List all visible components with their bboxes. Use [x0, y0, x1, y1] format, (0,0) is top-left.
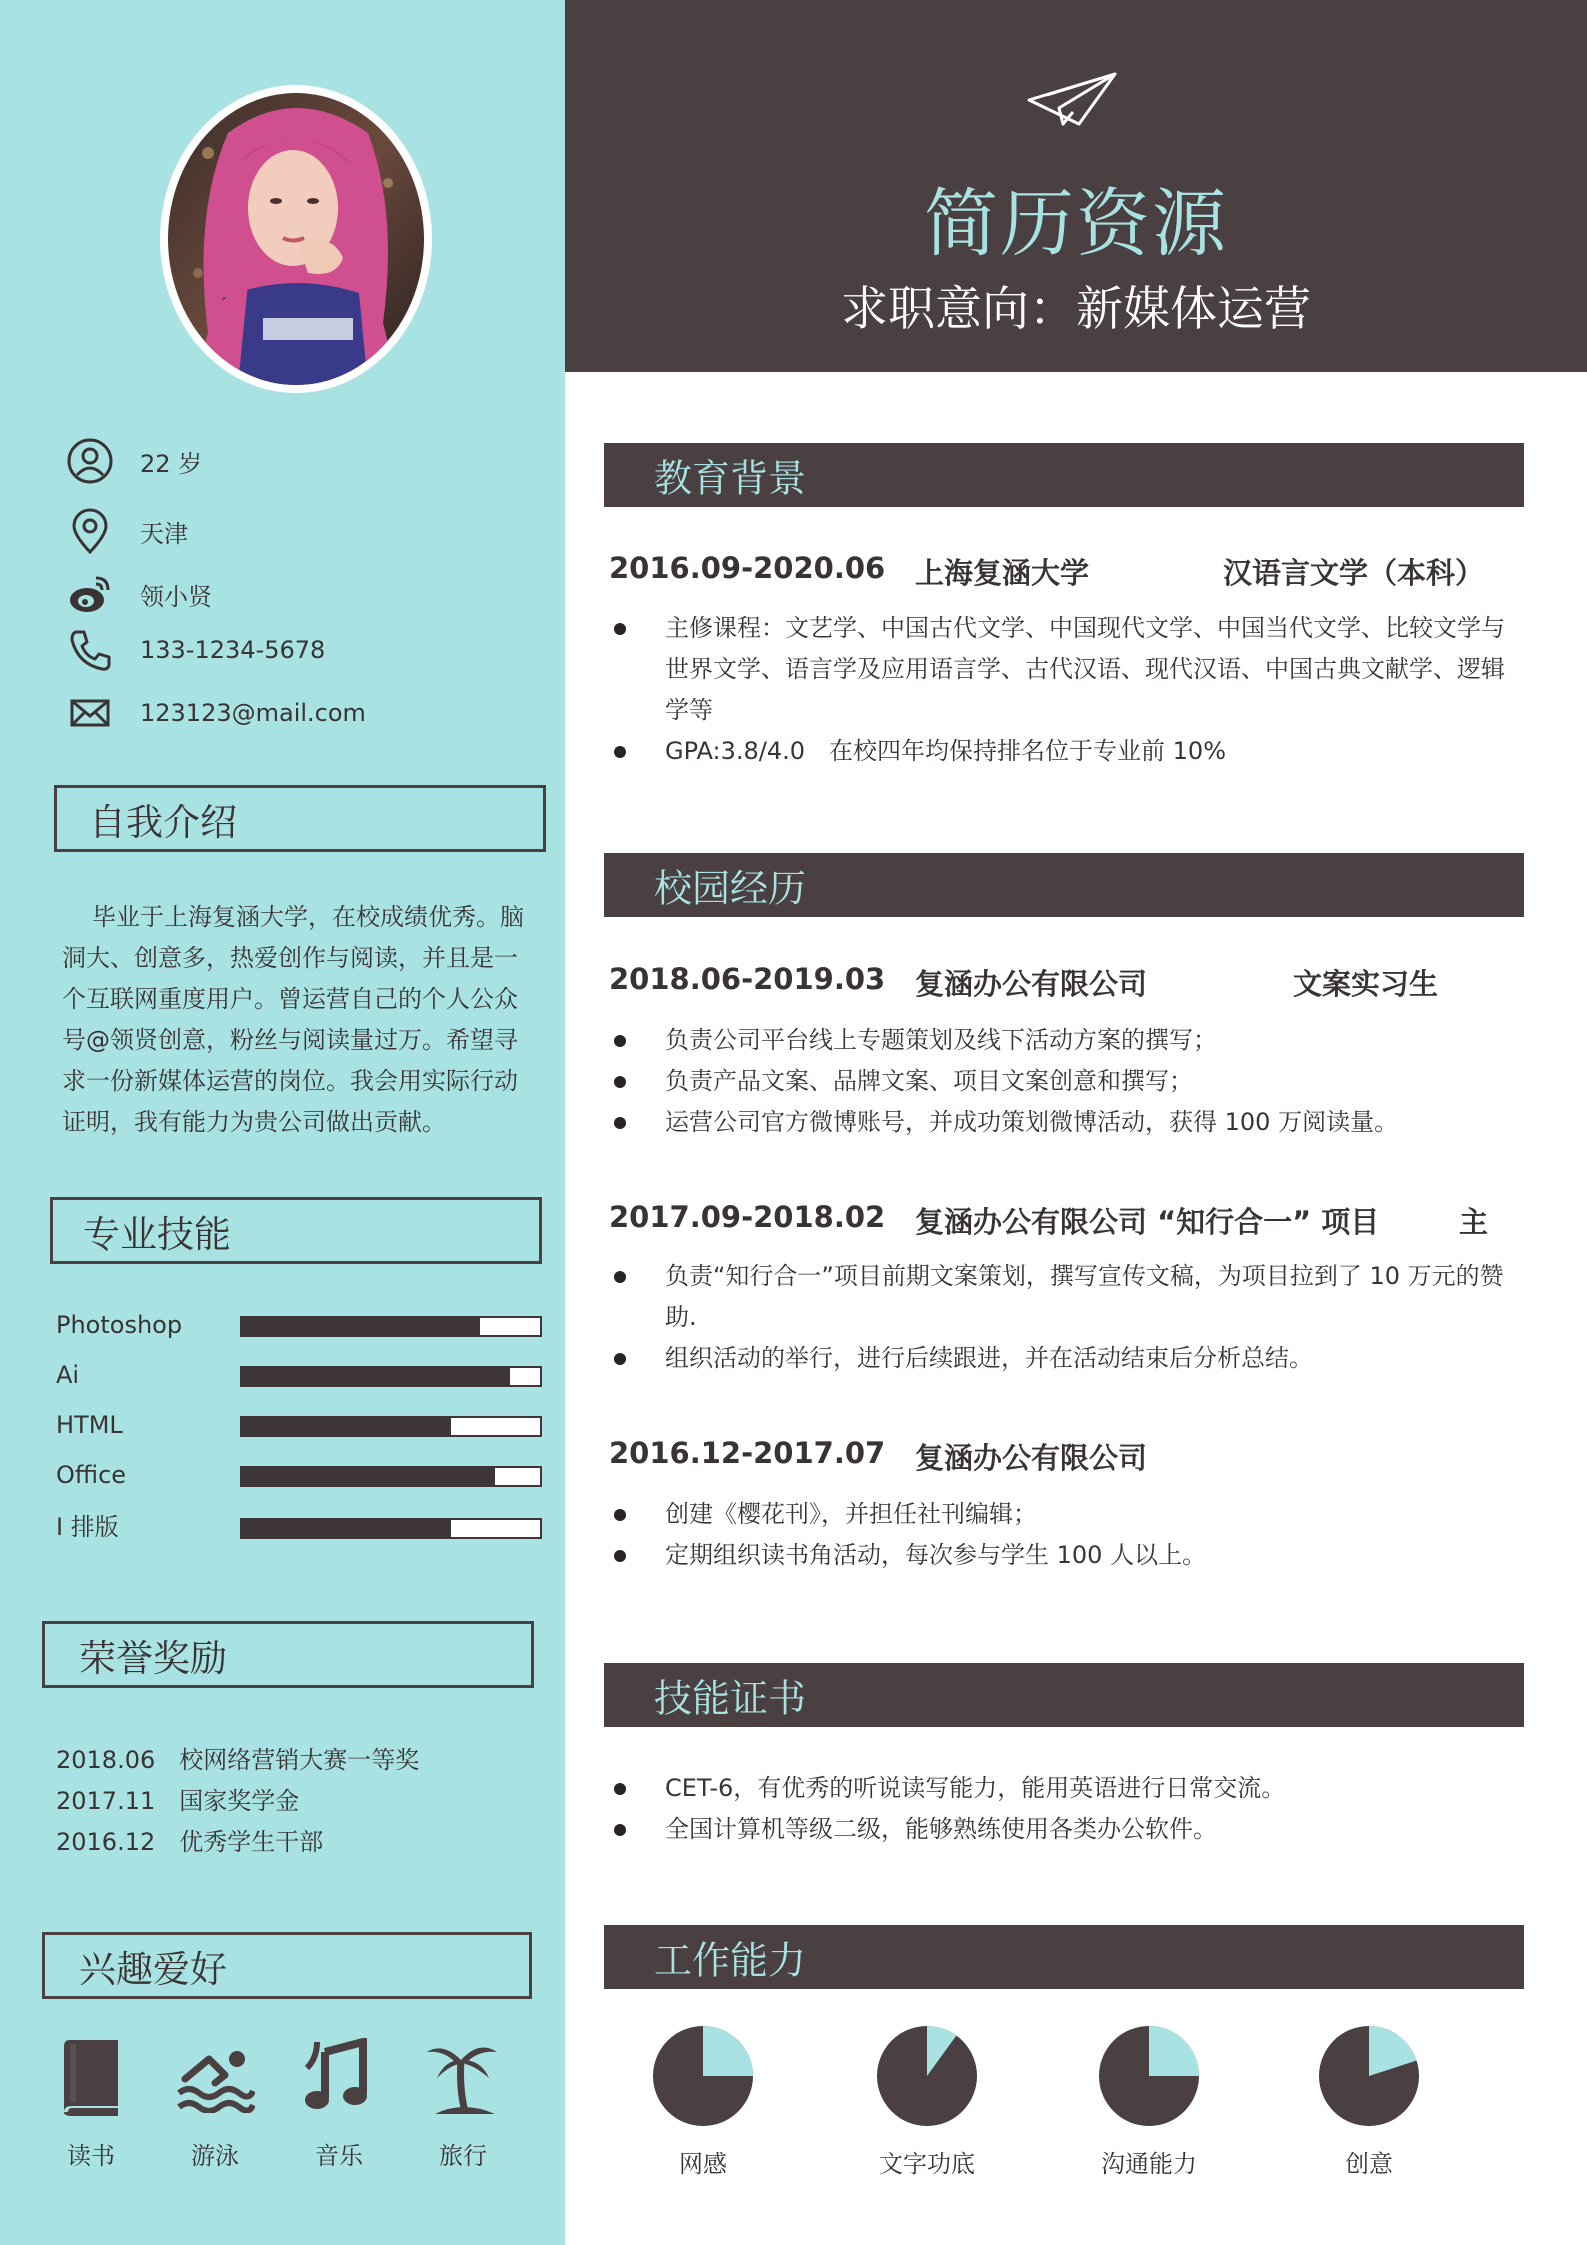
- weibo-icon: [66, 570, 114, 618]
- hobby-reading: [36, 2036, 146, 2171]
- swimming-icon: [175, 2036, 255, 2120]
- campus-entry: [609, 1436, 1539, 1476]
- skill-row: [56, 1310, 544, 1340]
- entry-school: 上海复涵大学: [915, 556, 1090, 590]
- entry-date: 2016.12-2017.07: [609, 1436, 886, 1470]
- campus-heading: [604, 853, 1524, 917]
- pie-chart: [651, 2024, 755, 2128]
- pie-label: 文字功底: [879, 2150, 975, 2178]
- header-banner: [565, 0, 1587, 372]
- pie-slice-value: [703, 2026, 753, 2076]
- contact-phone: [66, 625, 526, 675]
- hobbies-title: 兴趣爱好: [79, 1947, 227, 1991]
- ability-pie: [1299, 2024, 1439, 2179]
- hobby-label: 旅行: [439, 2142, 487, 2170]
- pie-label: 沟通能力: [1101, 2150, 1197, 2178]
- pie-chart: [1317, 2024, 1421, 2128]
- contact-email: [66, 688, 526, 738]
- page-title: 简历资源: [924, 181, 1228, 267]
- skill-bar-fill: [242, 1468, 495, 1485]
- weibo-text: 领小贤: [140, 582, 212, 611]
- hobby-label: 读书: [67, 2142, 115, 2170]
- list-item: 主修课程：文艺学、中国古代文学、中国现代文学、中国当代文学、比较文学与世界文学、语言学及应用语言学、古代汉语、现代汉语、中国古典文献学、逻辑学等: [609, 608, 1509, 731]
- mail-icon: [66, 689, 114, 737]
- contact-weibo: [66, 569, 526, 619]
- location-text: 天津: [140, 519, 188, 548]
- list-item: 组织活动的举行，进行后续跟进，并在活动结束后分析总结。: [609, 1338, 1509, 1379]
- campus-entry: [609, 1200, 1539, 1240]
- bullet-dot: [614, 1035, 626, 1047]
- skill-bar: [240, 1518, 542, 1539]
- abilities-heading: [604, 1925, 1524, 1989]
- list-item: 定期组织读书角活动，每次参与学生 100 人以上。: [609, 1535, 1509, 1576]
- entry-role: 主: [1459, 1205, 1489, 1239]
- skill-bar: [240, 1316, 542, 1337]
- book-icon: [51, 2036, 131, 2120]
- skill-bar-fill: [242, 1418, 451, 1435]
- pie-label: 网感: [679, 2150, 727, 2178]
- phone-icon: [66, 626, 114, 674]
- pie-label: 创意: [1345, 2150, 1393, 2178]
- skill-bar-fill: [242, 1368, 510, 1385]
- email-text: 123123@mail.com: [140, 699, 366, 727]
- photo-frame: [160, 85, 432, 393]
- skills-title: 专业技能: [83, 1212, 231, 1256]
- bullet-dot: [614, 1353, 626, 1365]
- list-item: 负责“知行合一”项目前期文案策划，撰写宣传文稿，为项目拉到了 10 万元的赞助.: [609, 1256, 1509, 1338]
- certs-title: 技能证书: [654, 1676, 807, 1721]
- ability-pie: [1079, 2024, 1219, 2179]
- profile-photo: [168, 93, 424, 385]
- list-item: 负责产品文案、品牌文案、项目文案创意和撰写；: [609, 1061, 1509, 1102]
- skills-heading: [50, 1197, 542, 1264]
- campus-entry: [609, 962, 1539, 1002]
- intro-heading: [54, 785, 546, 852]
- entry-major: 汉语言文学（本科）: [1223, 556, 1485, 590]
- location-pin-icon: [66, 507, 114, 555]
- awards-title: 荣誉奖励: [79, 1636, 227, 1680]
- hobby-travel: [408, 2036, 518, 2171]
- hobby-music: [284, 2036, 394, 2171]
- pie-slice-value: [1149, 2026, 1199, 2076]
- certs-heading: [604, 1663, 1524, 1727]
- skill-name: HTML: [56, 1411, 123, 1439]
- contact-location: [66, 506, 526, 556]
- award-item: 2017.11 国家奖学金: [56, 1787, 300, 1815]
- entry-org: 复涵办公有限公司: [915, 967, 1148, 1001]
- skill-row: [56, 1512, 544, 1542]
- intro-text: 毕业于上海复涵大学，在校成绩优秀。脑洞大、创意多，热爱创作与阅读，并且是一个互联网重度用户。曾运营自己的个人公众号@领贤创意，粉丝与阅读量过万。希望寻求一份新媒体运营的岗位。我会用实际行动证明，我有能力为贵公司做出贡献。: [62, 903, 524, 1136]
- hobby-swimming: [160, 2036, 270, 2171]
- bullet-dot: [614, 1271, 626, 1283]
- intro-title: 自我介绍: [89, 800, 237, 844]
- hobby-label: 音乐: [315, 2142, 363, 2170]
- awards-heading: [42, 1621, 534, 1688]
- music-note-icon: [299, 2036, 379, 2120]
- campus-title: 校园经历: [654, 866, 807, 911]
- palm-tree-icon: [423, 2036, 503, 2120]
- skill-row: [56, 1460, 544, 1490]
- bullet-dot: [614, 1550, 626, 1562]
- ability-pie: [633, 2024, 773, 2179]
- skill-name: I 排版: [56, 1513, 119, 1541]
- phone-text: 133-1234-5678: [140, 636, 326, 664]
- paper-plane-icon: [1027, 70, 1119, 132]
- skill-name: Photoshop: [56, 1311, 183, 1339]
- skill-name: Office: [56, 1461, 127, 1489]
- bullet-dot: [614, 1783, 626, 1795]
- education-heading: [604, 443, 1524, 507]
- ability-pie: [857, 2024, 997, 2179]
- skill-bar: [240, 1416, 542, 1437]
- skill-row: [56, 1410, 544, 1440]
- hobby-label: 游泳: [191, 2142, 239, 2170]
- entry-org: 复涵办公有限公司 “知行合一” 项目: [915, 1205, 1380, 1239]
- list-item: 运营公司官方微博账号，并成功策划微博活动，获得 100 万阅读量。: [609, 1102, 1509, 1143]
- entry-org: 复涵办公有限公司: [915, 1441, 1148, 1475]
- age-text: 22 岁: [140, 449, 203, 478]
- skill-row: [56, 1360, 544, 1390]
- skill-bar: [240, 1366, 542, 1387]
- entry-date: 2018.06-2019.03: [609, 962, 886, 996]
- skill-bar: [240, 1466, 542, 1487]
- award-item: 2016.12 优秀学生干部: [56, 1828, 324, 1856]
- entry-date: 2017.09-2018.02: [609, 1200, 886, 1234]
- award-item: 2018.06 校网络营销大赛一等奖: [56, 1746, 420, 1774]
- job-intent: 求职意向：新媒体运营: [841, 282, 1311, 337]
- entry-date: 2016.09-2020.06: [609, 551, 886, 585]
- entry-role: 文案实习生: [1293, 967, 1439, 1001]
- list-item: GPA:3.8/4.0 在校四年均保持排名位于专业前 10%: [609, 731, 1509, 772]
- abilities-title: 工作能力: [654, 1938, 807, 1983]
- list-item: CET-6，有优秀的听说读写能力，能用英语进行日常交流。: [609, 1768, 1509, 1809]
- list-item: 全国计算机等级二级，能够熟练使用各类办公软件。: [609, 1809, 1509, 1850]
- bullet-dot: [614, 623, 626, 635]
- person-icon: [66, 437, 114, 485]
- list-item: 负责公司平台线上专题策划及线下活动方案的撰写；: [609, 1020, 1509, 1061]
- skill-name: Ai: [56, 1361, 80, 1389]
- education-title: 教育背景: [654, 456, 807, 501]
- skill-bar-fill: [242, 1520, 451, 1537]
- education-entry: [609, 551, 1539, 591]
- bullet-dot: [614, 1117, 626, 1129]
- sidebar: [0, 0, 565, 2245]
- hobbies-heading: [42, 1932, 532, 1999]
- bullet-dot: [614, 1076, 626, 1088]
- bullet-dot: [614, 1824, 626, 1836]
- pie-chart: [875, 2024, 979, 2128]
- bullet-dot: [614, 746, 626, 758]
- skill-bar-fill: [242, 1318, 480, 1335]
- list-item: 创建《樱花刊》，并担任社刊编辑；: [609, 1494, 1509, 1535]
- contact-age: [66, 436, 526, 486]
- pie-chart: [1097, 2024, 1201, 2128]
- bullet-dot: [614, 1509, 626, 1521]
